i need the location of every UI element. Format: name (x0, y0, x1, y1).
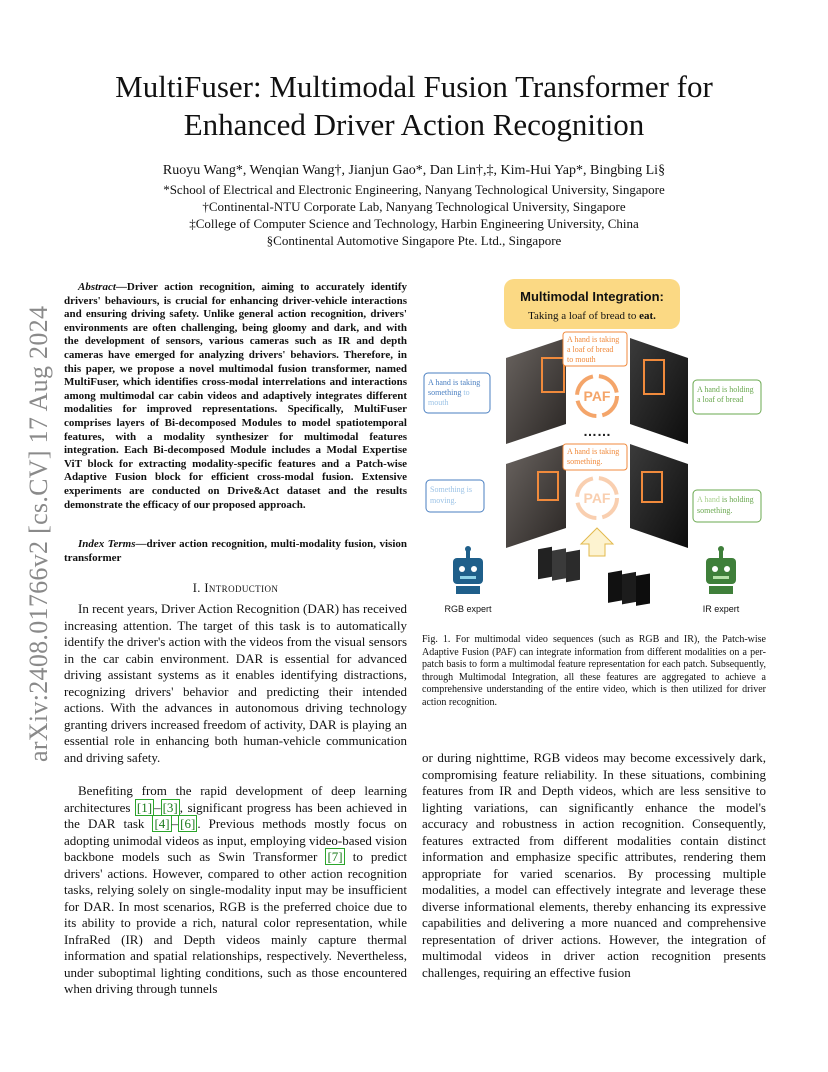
upper-left-bubble: A hand is taking something to mouth (428, 378, 481, 407)
ir-expert-label: IR expert (702, 604, 740, 614)
up-arrow (581, 528, 613, 556)
rgb-expert-label: RGB expert (444, 604, 492, 614)
abstract (64, 281, 407, 512)
affiliation-4: §Continental Automotive Singapore Pte. Ltd., Singapore (266, 233, 562, 248)
citation-1[interactable]: [1] (136, 799, 153, 815)
arxiv-stamp: arXiv:2408.01766v2 [cs.CV] 17 Aug 2024 (24, 305, 53, 762)
rgb-expert-robot-icon (453, 546, 483, 594)
lower-paf-label: PAF (583, 490, 611, 506)
ellipsis: …… (583, 423, 611, 439)
citation-3[interactable]: [3] (162, 799, 178, 815)
section-heading: I. Introduction (192, 581, 279, 595)
abstract-label: Abstract (78, 281, 116, 293)
index-terms (64, 538, 407, 565)
lower-center-bubble: A hand is taking something. (567, 447, 620, 466)
authors: Ruoyu Wang*, Wenqian Wang†, Jianjun Gao*, Dan Lin†,‡, Kim-Hui Yap*, Bingbing Li§ (162, 163, 666, 178)
intro-paragraph-2: Benefiting from the rapid development of deep learning architectures [1] – [3] , significant progress has been achieved in the DAR task [4] – [6] . Previous methods mostly focus on adopting unimodal videos as input, employing video-based vision backbone models such as Swin Transformer [7] to predict drivers' actions. However, compared to other action recognition tasks, relying solely on single-modality input may be insufficient for DAR. In most scenarios, RGB is the preferred choice due to its ability to provide a rich, natural color representation, while InfraRed (IR) and Depth videos mainly capture thermal information and spatial relationships, respectively. Nevertheless, under suboptimal lighting conditions, such as those encountered when driving through tunnels (64, 783, 407, 996)
affiliation-1: *School of Electrical and Electronic Engineering, Nanyang Technological University, Singapore (163, 182, 665, 197)
intro-paragraph-1: In recent years, Driver Action Recognition (DAR) has received increasing attention. The target of this task is to automatically identify the driver's action with the videos from the visual sensors in the car cabin environment. DAR is essential for advanced driving assistant systems as it enables identifying distractions, recognizing drivers' behavior and predicting their intended actions. With the advances in autonomous driving technology granting drivers increased freedom of activity, DAR is playing an essential role in enhancing both human-vehicle communication and driving safety. (64, 601, 407, 765)
right-column-text: or during nighttime, RGB videos may become excessively dark, compromising feature reliability. In these situations, combining features from IR and Depth videos, which are less sensitive to lighting variations, can significantly enhance the model's accuracy and robustness in action recognition. Consequently, features extracted from different modalities contain distinct information and emphasize specific attributes, rendering them appropriate for varied scenarios. By processing multiple modalities, a model can effectively integrate and leverage these diverse informational elements, thereby enhancing its expressive capabilities and delivering a more nuanced and comprehensive representation of driver actions. However, the integration of multimodal videos in driver action recognition presents challenges, requiring an effective fusion (422, 750, 766, 980)
banner-title: Multimodal Integration: (520, 289, 664, 304)
affiliation-2: †Continental-NTU Corporate Lab, Nanyang Technological University, Singapore (202, 199, 626, 214)
upper-ir-frame (630, 338, 688, 444)
abstract-text: —Driver action recognition, aiming to accurately identify drivers' behaviours, is crucial for enhancing driver-vehicle interactions and ensuring driving safety. Unlike general action recognition, drivers' environments are often challenging, being gloomy and dark, and with the development of sensors, various cameras such as IR and depth cameras have emerged for analyzing drivers' behaviors. Therefore, in this paper, we propose a novel multimodal fusion transformer, named MultiFuser, which identifies cross-modal interrelations and interactions among multimodal car cabin videos and adaptively integrates different modalities for improved representations. Specifically, MultiFuser comprises layers of Bi-decomposed Modules to model spatiotemporal features, with a modality synthesizer for multimodal features integration. Each Bi-decomposed Module includes a Modal Expertise ViT block for extracting modality-specific features and a Patch-wise Adaptive Fusion block for efficient cross-modal fusion. Extensive experiments are conducted on Drive&Act dataset and the results demonstrate the efficacy of our proposed approach. (64, 281, 407, 511)
index-terms-label: Index Terms (78, 538, 136, 550)
figure-caption: Fig. 1. For multimodal video sequences (such as RGB and IR), the Patch-wise Adaptive Fusion (PAF) can integrate information from different modalities on a per-patch basis to form a multimodal feature representation for each patch. Subsequently, through Multimodal Integration, all these features are aggregated to achieve a comprehensive understanding of the entire video, which is then utilized for driver action recognition. (422, 634, 766, 708)
upper-paf-label: PAF (583, 388, 611, 404)
index-terms-text: —driver action recognition, multi-modality fusion, vision transformer (64, 538, 407, 564)
citation-6[interactable]: [6] (180, 816, 196, 831)
title-line-1: MultiFuser: Multimodal Fusion Transformer for (115, 69, 713, 104)
ir-expert-robot-icon (706, 546, 736, 594)
lower-left-bubble: Something is moving. (430, 485, 473, 505)
upper-center-bubble: A hand is taking a loaf of bread to mouth (567, 335, 620, 364)
affiliation-3: ‡College of Computer Science and Technology, Harbin Engineering University, China (189, 216, 639, 231)
citation-7[interactable]: [7] (327, 849, 343, 864)
title-line-2: Enhanced Driver Action Recognition (183, 107, 645, 142)
citation-4[interactable]: [4] (154, 816, 170, 831)
banner-subtitle: Taking a loaf of bread to eat. (528, 310, 656, 322)
upper-right-bubble: A hand is holding a loaf of bread (697, 385, 754, 404)
figure-1 (420, 276, 770, 621)
lower-ir-frame (630, 444, 688, 548)
paper-title (60, 68, 768, 144)
lower-right-bubble: A hand is holding something. (697, 495, 754, 515)
